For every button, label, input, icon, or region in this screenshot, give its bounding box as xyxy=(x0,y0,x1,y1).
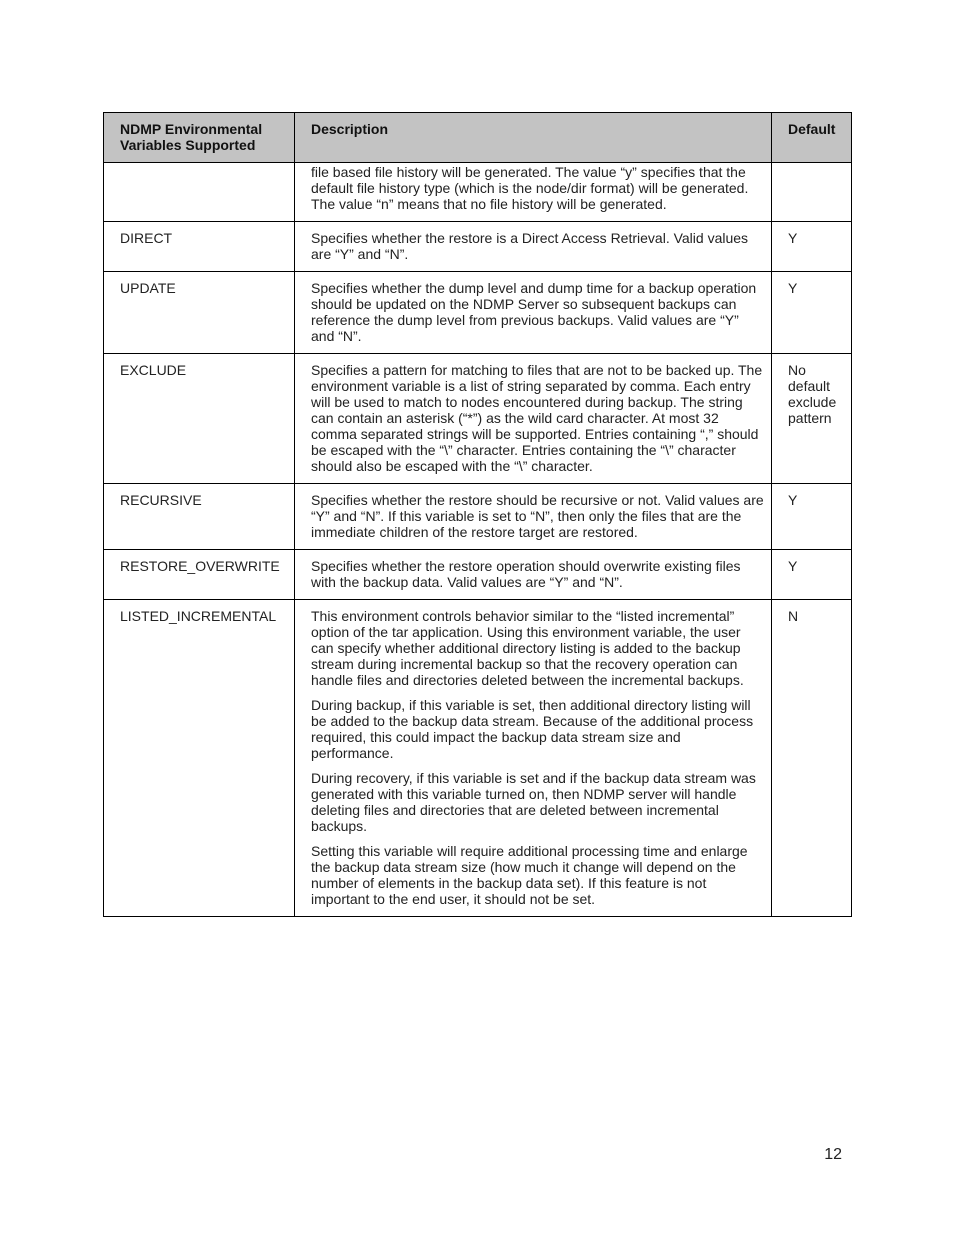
default-cell: No default exclude pattern xyxy=(772,354,852,484)
ndmp-variables-table xyxy=(103,112,852,917)
description-paragraph: Specifies whether the restore should be recursive or not. Valid values are “Y” and “N”. If this variable is set to “N”, then only the files that are the immediate children of the restore target are restored. xyxy=(311,492,764,540)
variable-name-cell: UPDATE xyxy=(104,272,295,354)
variable-name-cell: RECURSIVE xyxy=(104,484,295,550)
variable-name-cell: LISTED_INCREMENTAL xyxy=(104,600,295,917)
table-header-row xyxy=(104,113,852,163)
default-cell: Y xyxy=(772,484,852,550)
description-paragraph: During backup, if this variable is set, then additional directory listing will be added to the backup data stream. Because of the additional process required, this could impact the backup data stream size and performance. xyxy=(311,697,754,761)
table-row xyxy=(104,484,852,550)
description-cell xyxy=(295,354,772,484)
variable-name-cell: EXCLUDE xyxy=(104,354,295,484)
description-cell xyxy=(295,222,772,272)
variable-name-cell: DIRECT xyxy=(104,222,295,272)
description-cell xyxy=(295,600,772,917)
default-cell: Y xyxy=(772,222,852,272)
table-body xyxy=(104,163,852,917)
table-row xyxy=(104,272,852,354)
header-default: Default xyxy=(772,113,852,163)
description-cell xyxy=(295,550,772,600)
description-paragraph: Specifies whether the dump level and dump time for a backup operation should be updated on the NDMP Server so subsequent backups can reference the dump level from previous backups. Valid values are “Y” and “N”. xyxy=(311,280,757,344)
description-cell xyxy=(295,272,772,354)
description-paragraph: Specifies a pattern for matching to files that are not to be backed up. The environment variable is a list of string separated by comma. Each entry will be used to match to nodes encountered during backup. The string can contain an asterisk (“*”) as the wild card character. At most 32 comma separated strings will be supported. Entries containing “,” should be escaped with the “\” character. Entries containing the “\” character should also be escaped with the “\” character. xyxy=(311,362,763,474)
description-paragraph: Specifies whether the restore operation should overwrite existing files with the backup data. Valid values are “Y” and “N”. xyxy=(311,558,741,590)
page-number: 12 xyxy=(824,1146,842,1163)
default-cell: Y xyxy=(772,272,852,354)
table-row xyxy=(104,550,852,600)
description-paragraph: file based file history will be generated. The value “y” specifies that the default file history type (which is the node/dir format) will be generated. The value “n” means that no file history will be generated. xyxy=(311,164,749,212)
description-paragraph: Setting this variable will require additional processing time and enlarge the backup data stream size (how much it change will depend on the number of elements in the backup data set). If this feature is not important to the end user, it should not be set. xyxy=(311,843,748,907)
header-variable: NDMP Environmental Variables Supported xyxy=(104,113,295,163)
table-row xyxy=(104,163,852,222)
variable-name-cell: RESTORE_OVERWRITE xyxy=(104,550,295,600)
table-row xyxy=(104,600,852,917)
header-description: Description xyxy=(295,113,772,163)
variable-name-cell xyxy=(104,163,295,222)
default-cell: Y xyxy=(772,550,852,600)
default-cell: N xyxy=(772,600,852,917)
description-cell xyxy=(295,484,772,550)
description-paragraph: Specifies whether the restore is a Direct Access Retrieval. Valid values are “Y” and “N”. xyxy=(311,230,749,262)
description-paragraph: This environment controls behavior similar to the “listed incremental” option of the tar application. Using this environment variable, the user can specify whether additional directory listing is added to the backup stream during incremental backup so that the recovery operation can handle files and directories deleted between the incremental backups. xyxy=(311,608,744,688)
default-cell xyxy=(772,163,852,222)
description-paragraph: During recovery, if this variable is set and if the backup data stream was generated with this variable turned on, then NDMP server will handle deleting files and directories that are deleted between incremental backups. xyxy=(311,770,756,834)
table-row xyxy=(104,354,852,484)
description-cell xyxy=(295,163,772,222)
table-row xyxy=(104,222,852,272)
